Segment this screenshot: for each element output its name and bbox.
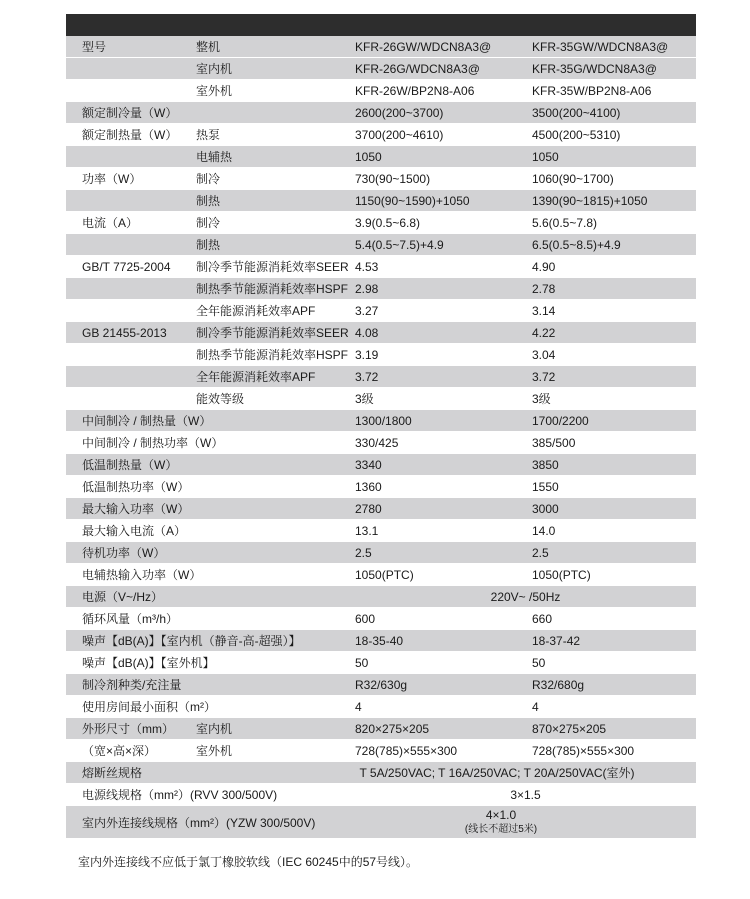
value-35: 1050 [532,150,559,164]
spec-table [66,14,696,839]
value-35: 4.22 [532,326,556,340]
value-35: KFR-35W/BP2N8-A06 [532,84,652,98]
table-row [66,652,696,674]
row-label: 电源（V~/Hz） [82,590,164,604]
value-26: 2780 [355,502,382,516]
row-label: GB 21455-2013 [82,326,167,340]
value-35: 3500(200~4100) [532,106,621,120]
row-label: 中间制冷 / 制热功率（W） [82,436,224,450]
value-35: 1060(90~1700) [532,172,614,186]
table-row [66,454,696,476]
row-sublabel: 制热 [196,238,221,252]
value-26: 730(90~1500) [355,172,431,186]
value-35: 660 [532,612,553,626]
value-35: 3.04 [532,348,556,362]
row-label: 噪声【dB(A)】【室外机】 [82,656,215,670]
value-35: 1700/2200 [532,414,589,428]
table-header-bar [66,14,696,36]
value-35: 1390(90~1815)+1050 [532,194,648,208]
value-26: 50 [355,656,369,670]
table-row [66,630,696,652]
row-sublabel: 制热季节能源消耗效率HSPF [196,348,349,362]
table-row [66,190,696,212]
value-26: 3.19 [355,348,379,362]
row-sublabel: 室内机 [196,62,233,76]
value-35: R32/680g [532,678,585,692]
row-label: 室内外连接线规格（mm²）(YZW 300/500V) [82,816,316,830]
row-sublabel: 制冷 [196,216,221,230]
value-26: 2.98 [355,282,379,296]
value-35: 14.0 [532,524,556,538]
row-sublabel: 热泵 [196,128,221,142]
table-row [66,762,696,784]
value-26: R32/630g [355,678,408,692]
value-26: KFR-26GW/WDCN8A3@ [355,40,492,54]
value-26: 18-35-40 [355,634,404,648]
table-row [66,476,696,498]
value-26: 1050(PTC) [355,568,414,582]
value-26: 3700(200~4610) [355,128,444,142]
table-row [66,542,696,564]
table-row [66,300,696,322]
table-row [66,564,696,586]
table-row [66,740,696,762]
row-sublabel: 制冷 [196,172,221,186]
value-26: 3.27 [355,304,379,318]
value-line-2: (线长不超过5米) [464,824,538,835]
value-26: 2.5 [355,546,372,560]
value-35: 4 [532,700,539,714]
value-shared: 3×1.5 [510,788,541,802]
table-row [66,608,696,630]
row-label: GB/T 7725-2004 [82,260,171,274]
table-row [66,674,696,696]
table-row [66,80,696,102]
value-26: 3.72 [355,370,379,384]
value-26: 13.1 [355,524,379,538]
table-row [66,388,696,410]
table-row [66,58,696,80]
value-26: 4.08 [355,326,379,340]
value-26: 4 [355,700,362,714]
row-label: 低温制热功率（W） [82,480,190,494]
row-label: 电源线规格（mm²）(RVV 300/500V) [82,788,278,802]
table-row [66,718,696,740]
value-shared: T 5A/250VAC; T 16A/250VAC; T 20A/250VAC(室外) [359,766,635,780]
table-row [66,498,696,520]
row-label: 外形尺寸（mm） [82,722,174,736]
row-label: 电流（A） [82,216,139,230]
value-35: 4.90 [532,260,556,274]
value-26: 5.4(0.5~7.5)+4.9 [355,238,444,252]
row-label: 功率（W） [82,172,142,186]
row-label: （宽×高×深） [82,744,157,758]
table-row [66,344,696,366]
value-26: 3.9(0.5~6.8) [355,216,421,230]
row-sublabel: 全年能源消耗效率APF [196,370,316,384]
value-26: 3级 [355,392,374,406]
value-26: 728(785)×555×300 [355,744,458,758]
table-row [66,256,696,278]
value-35: 3级 [532,392,551,406]
row-label: 中间制冷 / 制热量（W） [82,414,212,428]
table-row [66,410,696,432]
row-label: 熔断丝规格 [82,766,143,780]
value-26: 330/425 [355,436,399,450]
value-26: 3340 [355,458,382,472]
row-sublabel: 制冷季节能源消耗效率SEER [196,326,349,340]
value-26: 820×275×205 [355,722,430,736]
value-26: 600 [355,612,376,626]
value-26: 1300/1800 [355,414,412,428]
row-label: 制冷剂种类/充注量 [82,678,182,692]
row-sublabel: 全年能源消耗效率APF [196,304,316,318]
table-row [66,212,696,234]
value-35: 728(785)×555×300 [532,744,635,758]
row-label: 电辅热输入功率（W） [82,568,202,582]
value-35: 870×275×205 [532,722,607,736]
value-shared: 220V~ /50Hz [490,590,561,604]
value-35: 3.14 [532,304,556,318]
table-row [66,366,696,388]
value-26: 2600(200~3700) [355,106,444,120]
value-26: 1050 [355,150,382,164]
row-sublabel: 制热季节能源消耗效率HSPF [196,282,349,296]
row-label: 待机功率（W） [82,546,166,560]
table-row [66,278,696,300]
footnote: 室内外连接线不应低于氯丁橡胶软线（IEC 60245中的57号线）。 [78,855,419,869]
row-label: 循环风量（m³/h） [82,612,179,626]
value-35: 2.78 [532,282,556,296]
row-sublabel: 电辅热 [196,150,233,164]
value-35: 50 [532,656,546,670]
value-35: 3.72 [532,370,556,384]
row-label: 最大输入电流（A） [82,524,187,538]
table-row [66,124,696,146]
value-35: KFR-35GW/WDCN8A3@ [532,40,669,54]
value-35: 18-37-42 [532,634,581,648]
value-35: 2.5 [532,546,549,560]
row-sublabel: 室内机 [196,722,233,736]
value-35: 6.5(0.5~8.5)+4.9 [532,238,621,252]
table-row [66,102,696,124]
value-35: 4500(200~5310) [532,128,621,142]
row-sublabel: 室外机 [196,744,233,758]
value-35: 5.6(0.5~7.8) [532,216,598,230]
row-label: 噪声【dB(A)】【室内机（静音-高-超强）】 [82,634,301,648]
value-26: KFR-26G/WDCN8A3@ [355,62,480,76]
row-label: 额定制热量（W） [82,128,178,142]
value-35: 3850 [532,458,559,472]
row-sublabel: 整机 [196,40,221,54]
table-row [66,432,696,454]
value-35: 1050(PTC) [532,568,591,582]
value-35: 3000 [532,502,559,516]
value-35: 1550 [532,480,559,494]
row-sublabel: 室外机 [196,84,233,98]
row-label: 额定制冷量（W） [82,106,178,120]
value-26: 1150(90~1590)+1050 [355,194,470,208]
row-label: 型号 [82,40,107,54]
value-35: KFR-35G/WDCN8A3@ [532,62,657,76]
value-shared [366,808,636,837]
table-row [66,784,696,806]
value-26: 4.53 [355,260,379,274]
table-row [66,322,696,344]
row-label: 低温制热量（W） [82,458,178,472]
value-line-1: 4×1.0 [485,808,517,822]
row-label: 使用房间最小面积（m²） [82,700,216,714]
row-sublabel: 制冷季节能源消耗效率SEER [196,260,349,274]
table-row [66,520,696,542]
row-label: 最大输入功率（W） [82,502,190,516]
value-26: KFR-26W/BP2N8-A06 [355,84,475,98]
table-row [66,806,696,839]
table-row [66,696,696,718]
table-row [66,586,696,608]
table-row [66,36,696,58]
value-35: 385/500 [532,436,576,450]
value-26: 1360 [355,480,382,494]
row-sublabel: 制热 [196,194,221,208]
table-row [66,168,696,190]
table-row [66,234,696,256]
table-row [66,146,696,168]
row-sublabel: 能效等级 [196,392,245,406]
